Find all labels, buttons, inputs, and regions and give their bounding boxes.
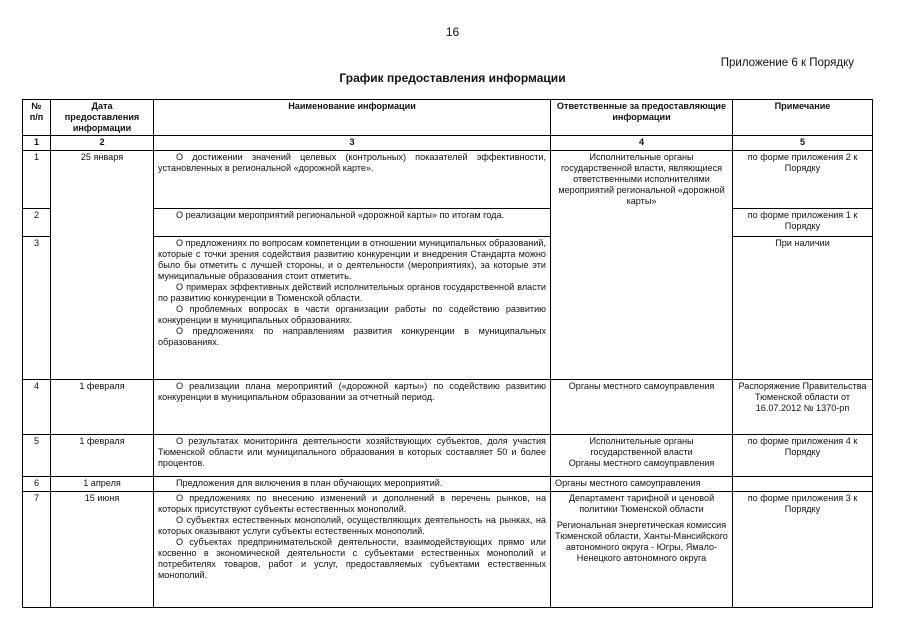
header-responsible: Ответственные за предоставляющие информации [551, 100, 733, 136]
row-note: по форме приложения 1 к Порядку [733, 208, 873, 236]
info-paragraph: О реализации мероприятий региональной «дорожной карты» по итогам года. [176, 209, 505, 220]
row-date-empty [51, 236, 154, 379]
row-responsible-empty [551, 208, 733, 236]
col-number: 4 [551, 136, 733, 151]
row-date: 15 июня [51, 491, 154, 607]
row-note [733, 476, 873, 491]
row-info [154, 236, 551, 379]
responsible-line: Органы местного самоуправления [568, 380, 715, 391]
header-name: Наименование информации [154, 100, 551, 136]
col-number: 5 [733, 136, 873, 151]
info-paragraph: О примерах эффективных действий исполнительных органов государственной власти по развитию конкуренции в Тюменской области. [158, 281, 546, 303]
info-paragraph: О предложениях по направлениям развития конкуренции в муниципальных образованиях. [158, 325, 546, 347]
row-note: по форме приложения 4 к Порядку [733, 434, 873, 476]
info-paragraph: О реализации плана мероприятий («дорожной карты») по содействию развитию конкуренции в муниципальном образовании за отчетный период. [158, 380, 546, 402]
col-number: 2 [51, 136, 154, 151]
row-num: 5 [23, 434, 51, 476]
row-info [154, 434, 551, 476]
appendix-label: Приложение 6 к Порядку [720, 57, 854, 69]
row-info [154, 151, 551, 209]
row-date: 1 апреля [51, 476, 154, 491]
info-paragraph: О субъектах предпринимательской деятельности, взаимодействующих прямо или косвенно в экономической деятельности с субъектами естественных монополий и потребителях товаров, работ и услуг, предоставляемых субъектами естественных монополий. [158, 536, 546, 580]
header-row [23, 100, 873, 136]
row-note: по форме приложения 2 к Порядку [733, 151, 873, 209]
row-responsible [551, 491, 733, 607]
responsible-line: Исполнительные органы государственной власти [589, 435, 694, 457]
row-note: При наличии [733, 236, 873, 379]
table-row [23, 379, 873, 434]
info-paragraph: О результатах мониторинга деятельности хозяйствующих субъектов, доля участия Тюменской области или муниципального образования в которых составляет 50 и более процентов. [158, 435, 546, 468]
row-date: 1 февраля [51, 379, 154, 434]
row-num: 4 [23, 379, 51, 434]
row-num: 6 [23, 476, 51, 491]
row-date: 1 февраля [51, 434, 154, 476]
row-num: 2 [23, 208, 51, 236]
page-number: 16 [445, 25, 460, 39]
responsible-line: Региональная энергетическая комиссия Тюменской области, Ханты-Мансийского автономного округа - Югры, Ямало-Ненецкого автономного округа [555, 519, 728, 563]
table-row [23, 434, 873, 476]
table-row [23, 208, 873, 236]
info-paragraph: О предложениях по вопросам компетенции в отношении муниципальных образований, которые с точки зрения содействия развитию конкуренции и внедрения Стандарта можно было бы отметить с лучшей стороны, и о деятельности (мероприятиях), за которые эти муниципальные образования стоит отметить. [158, 237, 546, 281]
row-num: 1 [23, 151, 51, 209]
row-info [154, 491, 551, 607]
page-title: График предоставления информации [339, 71, 566, 85]
table-row [23, 491, 873, 607]
row-note: по форме приложения 3 к Порядку [733, 491, 873, 607]
table-row [23, 236, 873, 379]
row-date: 25 января [51, 151, 154, 209]
header-note: Примечание [733, 100, 873, 136]
info-paragraph: О проблемных вопросах в части организации работы по содействию развитию конкуренции в муниципальных образованиях. [158, 303, 546, 325]
row-info [154, 208, 551, 236]
row-responsible-merged: Исполнительные органы государственной власти, являющиеся ответственными исполнителями мероприятий региональной «дорожной карты» [551, 151, 733, 209]
table-row [23, 476, 873, 491]
info-paragraph: О достижении значений целевых (контрольных) показателей эффективности, установленных в региональной «дорожной карте». [158, 152, 546, 173]
info-paragraph: О субъектах естественных монополий, осуществляющих деятельность на рынках, на которых оказывают услуги субъекты естественных монополий. [158, 514, 546, 536]
row-info [154, 476, 551, 491]
row-responsible [551, 476, 733, 491]
responsible-line: Департамент тарифной и ценовой политики Тюменской области [568, 492, 715, 514]
table-row [23, 151, 873, 209]
responsible-line: Органы местного самоуправления [555, 477, 701, 488]
row-date-empty [51, 208, 154, 236]
col-number: 1 [23, 136, 51, 151]
row-info [154, 379, 551, 434]
row-responsible [551, 379, 733, 434]
row-note: Распоряжение Правительства Тюменской области от 16.07.2012 № 1370-рп [733, 379, 873, 434]
row-responsible [551, 434, 733, 476]
schedule-table [22, 99, 873, 608]
column-number-row [23, 136, 873, 151]
col-number: 3 [154, 136, 551, 151]
row-num: 3 [23, 236, 51, 379]
responsible-line: Органы местного самоуправления [568, 457, 715, 468]
info-paragraph: Предложения для включения в план обучающих мероприятий. [176, 477, 443, 488]
header-date: Дата предоставления информации [51, 100, 154, 136]
row-num: 7 [23, 491, 51, 607]
row-responsible-empty [551, 236, 733, 379]
header-num: № п/п [23, 100, 51, 136]
info-paragraph: О предложениях по внесению изменений и дополнений в перечень рынков, на которых присутствуют субъекты естественных монополий. [158, 492, 546, 514]
